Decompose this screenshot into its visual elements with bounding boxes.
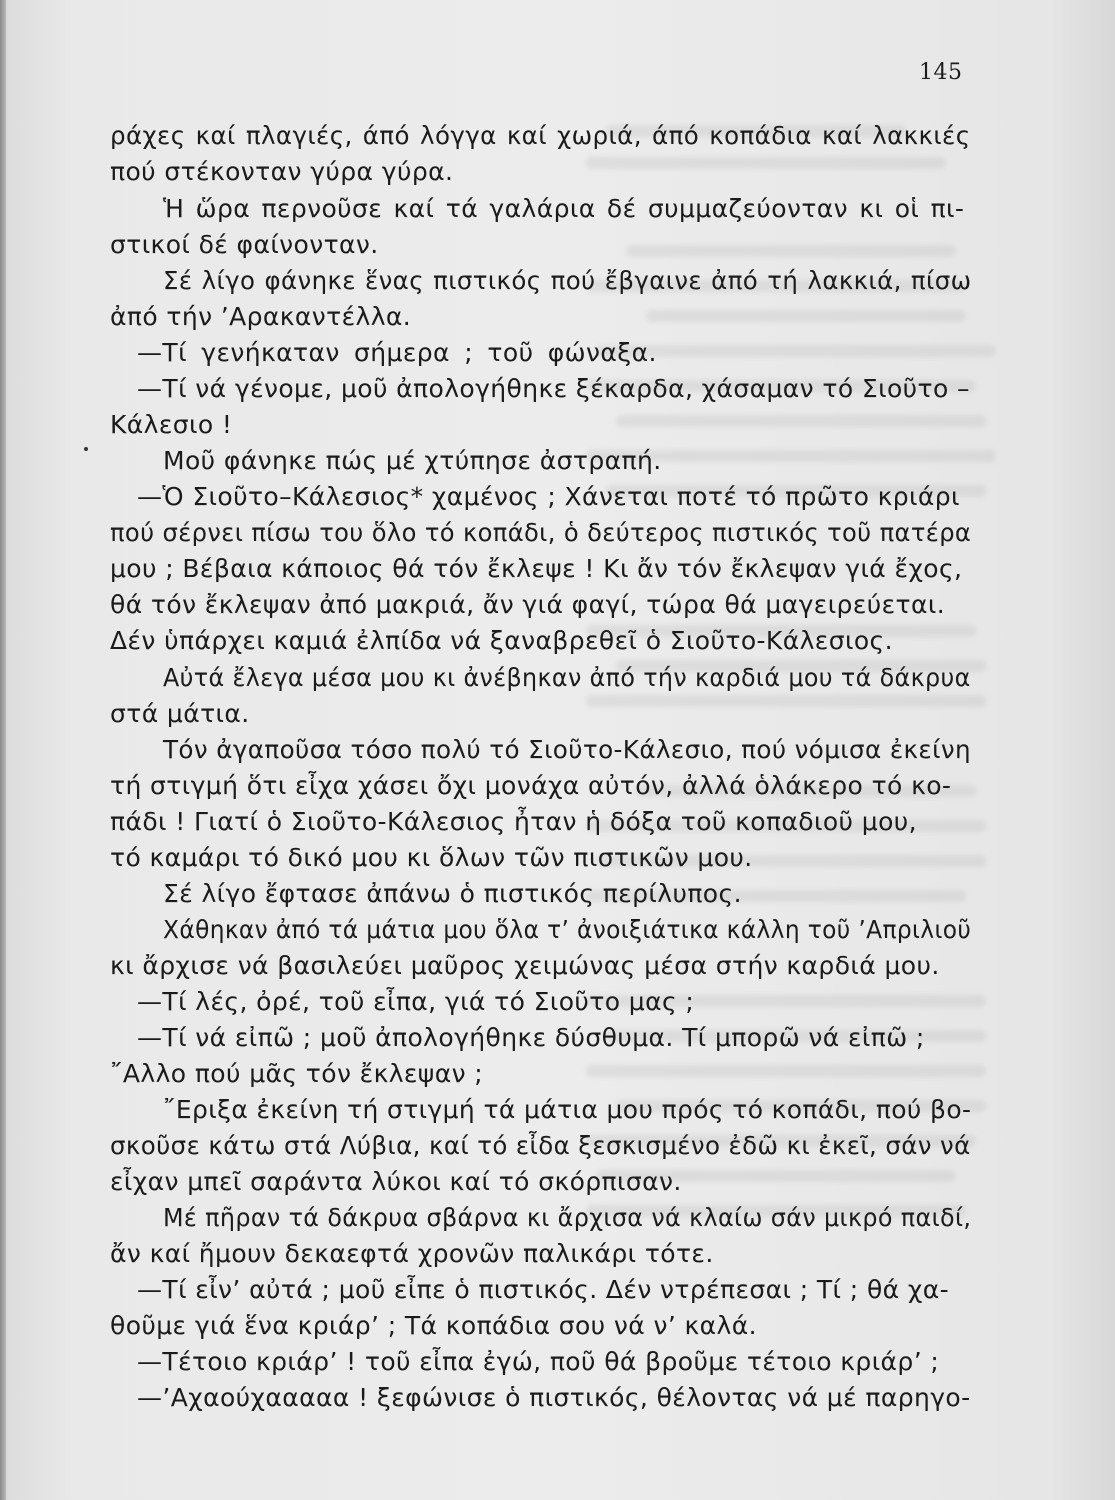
text-line: —Τέτοιο κριάρ’ ! τοῦ εἶπα ἐγώ, ποῦ θά βροῦμε τέτοιο κριάρ’ ; [137,1347,940,1376]
text-line: ἄν καί ἤμουν δεκαεφτά χρονῶν παλικάρι τότε. [110,1239,714,1268]
text-line: —Τί εἶν’ αὐτά ; μοῦ εἶπε ὁ πιστικός. Δέν ντρέπεσαι ; Τί ; θά χα- [137,1275,950,1304]
text-line: Σέ λίγο φάνηκε ἕνας πιστικός πού ἔβγαινε ἀπό τή λακκιά, πίσω [163,266,972,295]
text-line: πού σέρνει πίσω του ὅλο τό κοπάδι, ὁ δεύτερος πιστικός τοῦ πατέρα [110,518,972,547]
body-text [6,0,1115,1500]
text-line: ράχες καί πλαγιές, άπό λόγγα καί χωριά, άπό κοπάδια καί λακκιές [110,121,971,150]
text-line: —Ὁ Σιοῦτο–Κάλεσιος* χαμένος ; Χάνεται ποτέ τό πρῶτο κριάρι [137,482,960,511]
text-line: τό καμάρι τό δικό μου κι ὅλων τῶν πιστικῶν μου. [110,843,753,872]
text-line: —Τί γενήκαταν σήμερα ; τοῦ φώναξα. [137,338,657,367]
page-number: 145 [919,60,963,85]
text-line: ἀπό τήν ’Αρακαντέλλα. [110,302,412,331]
book-page [6,0,1115,1500]
text-line: κι ἄρχισε νά βασιλεύει μαῦρος χειμώνας μέσα στήν καρδιά μου. [110,951,940,980]
text-line: Χάθηκαν ἀπό τά μάτια μου ὅλα τ’ ἀνοιξιάτικα κάλλη τοῦ ’Απριλιοῦ [163,915,972,944]
text-line: Δέν ὑπάρχει καμιά ἐλπίδα νά ξαναβρεθεῖ ὁ Σιοῦτο-Κάλεσιος. [110,626,893,655]
text-line: πού στέκονταν γύρα γύρα. [110,157,454,186]
text-line: —’Αχαούχααααα ! ξεφώνισε ὁ πιστικός, θέλοντας νά μέ παρηγο- [137,1383,971,1412]
text-line: ῎Αλλο πού μᾶς τόν ἔκλεψαν ; [110,1059,484,1088]
text-line: Μοῦ φάνηκε πώς μέ χτύπησε ἀστραπή. [163,446,662,475]
text-line: πάδι ! Γιατί ὁ Σιοῦτο-Κάλεσιος ἦταν ἡ δόξα τοῦ κοπαδιοῦ μου, [110,807,917,836]
text-line: θοῦμε γιά ἕνα κριάρ’ ; Τά κοπάδια σου νά ν’ καλά. [110,1311,757,1340]
text-line: Αὐτά ἔλεγα μέσα μου κι ἀνέβηκαν ἀπό τήν καρδιά μου τά δάκρυα [163,663,971,692]
text-line: Τόν ἀγαποῦσα τόσο πολύ τό Σιοῦτο-Κάλεσιο, πού νόμισα ἐκείνη [163,735,971,764]
text-line: στά μάτια. [110,699,250,728]
text-line: —Τί λές, ὀρέ, τοῦ εἶπα, γιά τό Σιοῦτο μας ; [137,987,695,1016]
text-line: Κάλεσιο ! [110,410,233,439]
text-line: εἶχαν μπεῖ σαράντα λύκοι καί τό σκόρπισαν. [110,1167,682,1196]
text-line: Μέ πῆραν τά δάκρυα σβάρνα κι ἄρχισα νά κλαίω σάν μικρό παιδί, [163,1203,972,1232]
text-line: ῎Εριξα ἐκείνη τή στιγμή τά μάτια μου πρός τό κοπάδι, πού βο- [163,1095,972,1124]
text-line: —Τί νά γένομε, μοῦ ἀπολογήθηκε ξέκαρδα, χάσαμαν τό Σιοῦτο – [137,374,970,403]
text-line: —Τί νά εἰπῶ ; μοῦ ἀπολογήθηκε δύσθυμα. Τί μπορῶ νά εἰπῶ ; [137,1023,925,1052]
text-line: στικοί δέ φαίνονταν. [110,230,379,259]
text-line: Ἡ ὥρα περνοῦσε καί τά γαλάρια δέ συμμαζεύονταν κι οἱ πι- [163,194,965,223]
margin-mark [84,447,88,451]
text-line: θά τόν ἔκλεψαν ἀπό μακριά, ἄν γιά φαγί, τώρα θά μαγειρεύεται. [110,590,946,619]
text-line: μου ; Βέβαια κάποιος θά τόν ἔκλεψε ! Κι ἄν τόν ἔκλεψαν γιά ἔχος, [110,554,963,583]
text-line: Σέ λίγο ἔφτασε ἀπάνω ὁ πιστικός περίλυπος. [163,879,742,908]
text-line: τή στιγμή ὅτι εἶχα χάσει ὄχι μονάχα αὐτόν, ἀλλά ὁλάκερο τό κο- [110,771,952,800]
text-line: σκοῦσε κάτω στά Λύβια, καί τό εἶδα ξεσκισμένο ἐδῶ κι ἐκεῖ, σάν νά [110,1131,971,1160]
